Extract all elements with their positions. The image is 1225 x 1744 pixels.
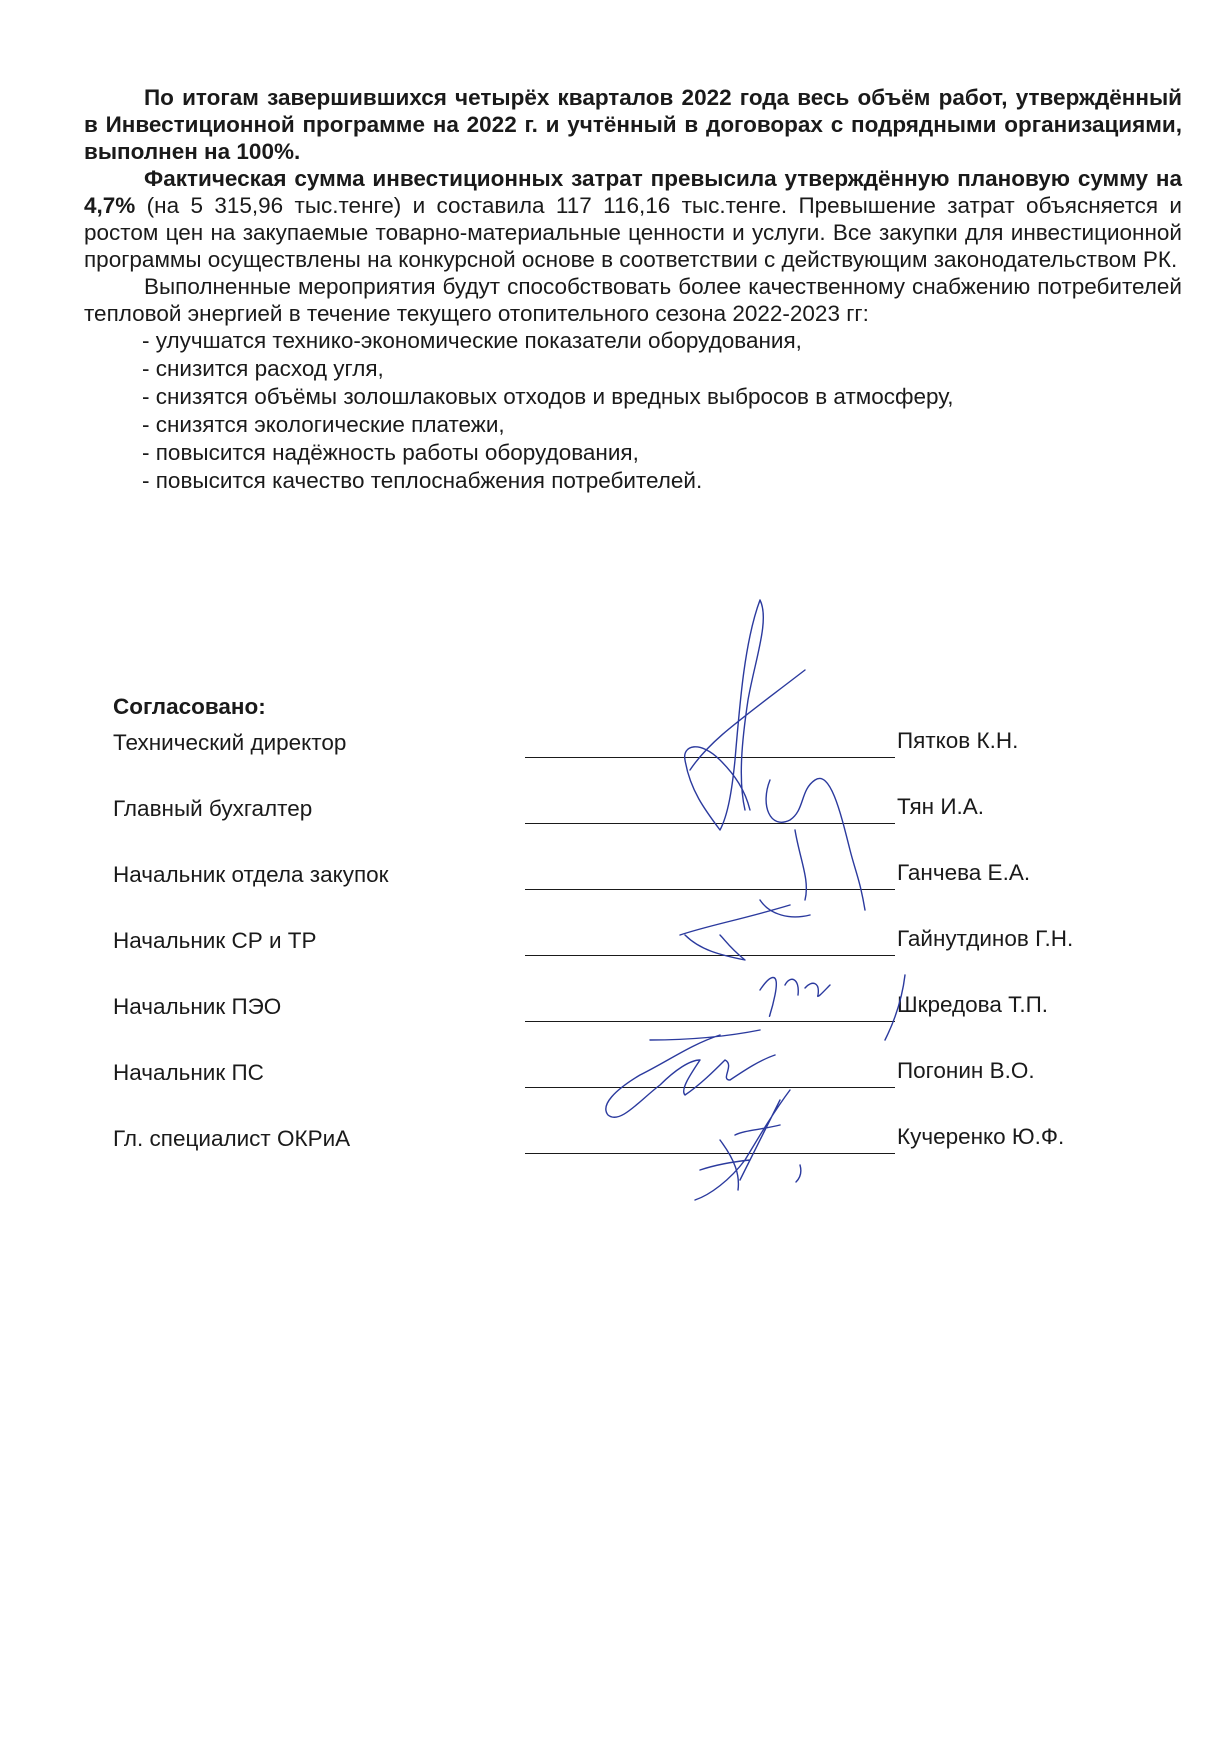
signature-name: Тян И.А. [897, 794, 985, 819]
list-item: - снизятся объёмы золошлаковых отходов и вредных выбросов в атмосферу, [142, 384, 954, 409]
paragraph-results-text: По итогам завершившихся четырёх кварталов 2022 года весь объём работ, утверждённый в Инвестиционной программе на 2022 г. и учтённый в договорах с подрядными организациями, выполнен на 100%. [84, 85, 1182, 164]
signature-row [0, 854, 1225, 894]
paragraph-measures: Выполненные мероприятия будут способствовать более качественному снабжению потребителей тепловой энергией в течение текущего отопительного сезона 2022-2023 гг: [84, 274, 1182, 326]
signature-line [525, 1153, 895, 1154]
signature-name: Гайнутдинов Г.Н. [897, 926, 1074, 951]
signature-name: Погонин В.О. [897, 1058, 1035, 1083]
paragraph-costs [84, 165, 1182, 273]
signature-line [525, 757, 895, 758]
signature-line [525, 823, 895, 824]
paragraph-costs-text: (на 5 315,96 тыс.тенге) и составила 117 116,16 тыс.тенге. Превышение затрат объясняется и ростом цен на закупаемые товарно-материальные ценности и услуги. Все закупки для инвестиционной программы осуществлены на конкурсной основе в соответствии с действующим законодательством РК. [84, 193, 1182, 272]
signature-row [0, 788, 1225, 828]
paragraph-results [84, 84, 1182, 165]
signature-position: Технический директор [113, 730, 347, 755]
signature-row [0, 1118, 1225, 1158]
list-item: - снизятся экологические платежи, [142, 412, 505, 437]
signature-position: Начальник ПС [113, 1060, 264, 1085]
list-item: - улучшатся технико-экономические показатели оборудования, [142, 328, 802, 353]
signature-position: Гл. специалист ОКРиА [113, 1126, 351, 1151]
signature-position: Начальник ПЭО [113, 994, 282, 1019]
signature-position: Главный бухгалтер [113, 796, 313, 821]
signature-row [0, 1052, 1225, 1092]
signature-row [0, 722, 1225, 762]
signature-line [525, 955, 895, 956]
list-item: - снизится расход угля, [142, 356, 384, 381]
signature-line [525, 1021, 895, 1022]
signature-row [0, 986, 1225, 1026]
signature-position: Начальник СР и ТР [113, 928, 317, 953]
list-item: - повысится надёжность работы оборудования, [142, 440, 639, 465]
benefits-list [84, 327, 1182, 495]
paragraph-costs-bold: Фактическая сумма инвестиционных затрат превысила утверждённую плановую сумму на 4,7% [84, 166, 1182, 218]
signature-position: Начальник отдела закупок [113, 862, 389, 887]
list-item: - повысится качество теплоснабжения потребителей. [142, 468, 703, 493]
signature-line [525, 889, 895, 890]
signature-name: Кучеренко Ю.Ф. [897, 1124, 1065, 1149]
signature-line [525, 1087, 895, 1088]
signature-name: Ганчева Е.А. [897, 860, 1031, 885]
document-body [84, 84, 1182, 495]
approval-heading: Согласовано: [113, 694, 266, 719]
signature-name: Пятков К.Н. [897, 728, 1019, 753]
signature-name: Шкредова Т.П. [897, 992, 1049, 1017]
signature-row [0, 920, 1225, 960]
